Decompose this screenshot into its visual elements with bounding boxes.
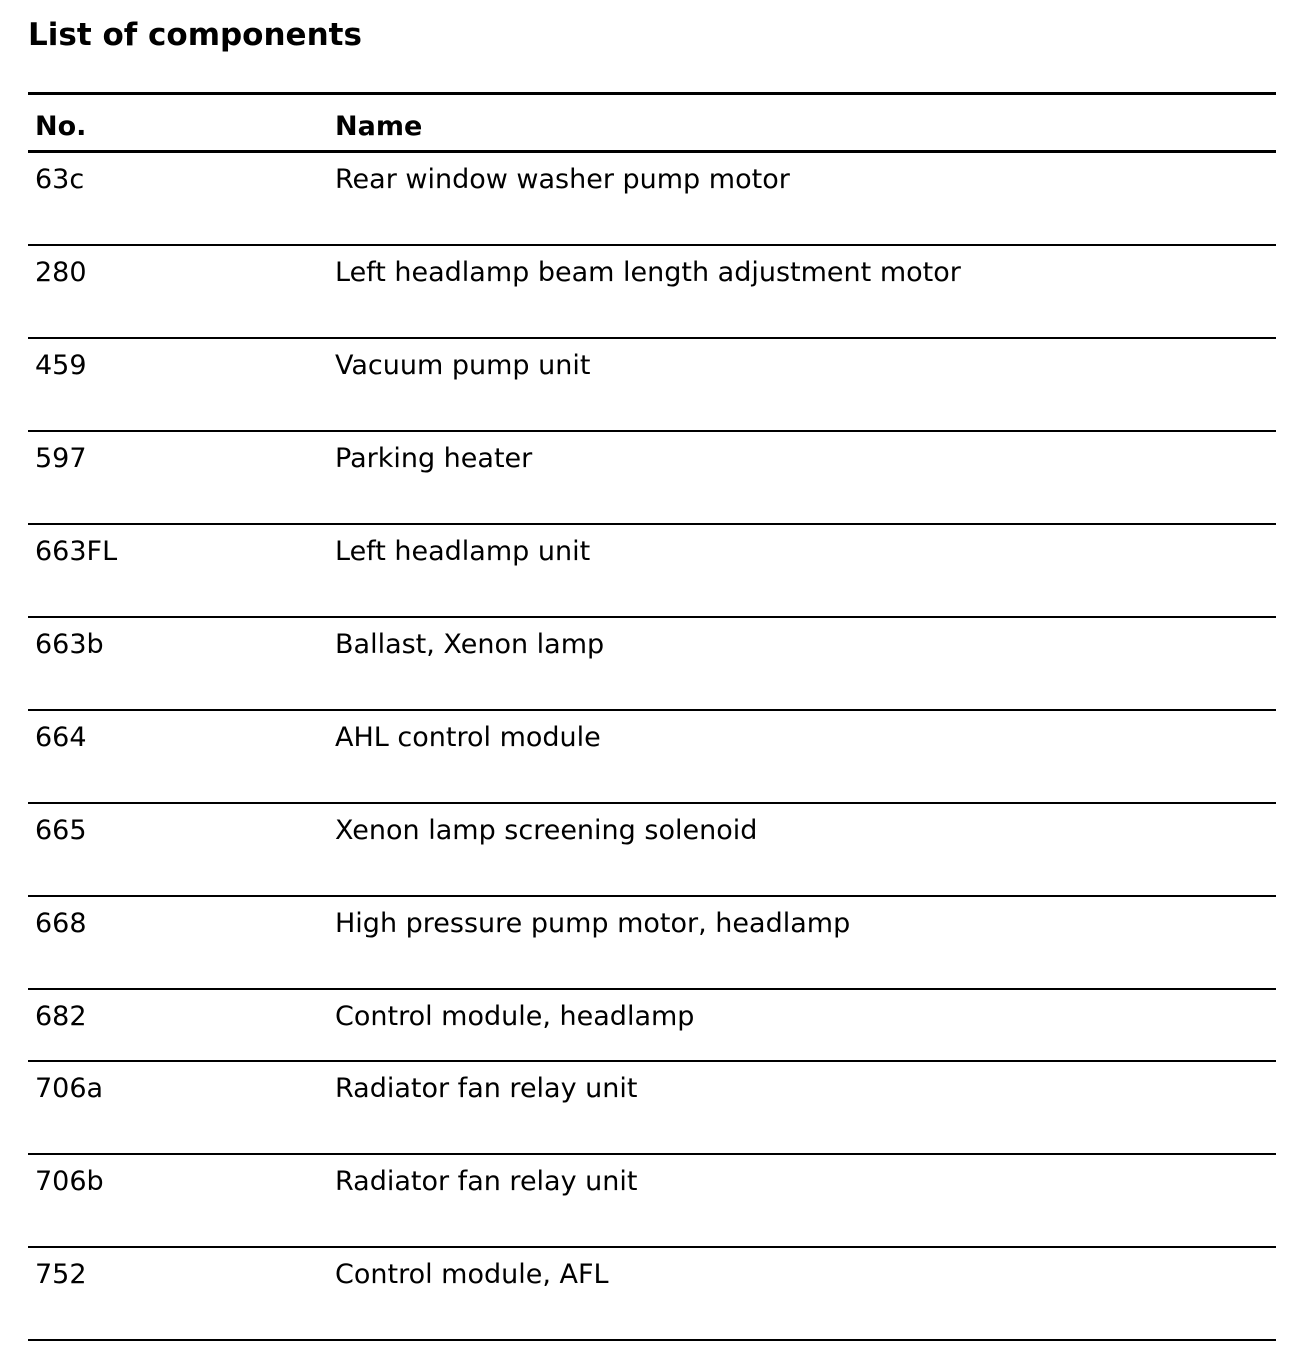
- component-name: Rear window washer pump motor: [335, 164, 790, 195]
- table-row: [28, 618, 1276, 711]
- component-number: 682: [35, 1001, 87, 1032]
- table-row: [28, 153, 1276, 246]
- component-number: 459: [35, 350, 87, 381]
- component-number: 706a: [35, 1073, 104, 1104]
- table-row: [28, 804, 1276, 897]
- component-name: AHL control module: [335, 722, 601, 753]
- table-row: [28, 711, 1276, 804]
- component-name: Left headlamp unit: [335, 536, 591, 567]
- component-name: Control module, AFL: [335, 1259, 609, 1290]
- page-title: List of components: [28, 17, 362, 53]
- component-name: Control module, headlamp: [335, 1001, 695, 1032]
- component-number: 663b: [35, 629, 104, 660]
- component-name: Radiator fan relay unit: [335, 1073, 638, 1104]
- component-number: 63c: [35, 164, 85, 195]
- component-number: 280: [35, 257, 87, 288]
- table-row: [28, 525, 1276, 618]
- column-header-no: No.: [35, 111, 87, 142]
- column-header-name: Name: [335, 111, 423, 142]
- table-row: [28, 339, 1276, 432]
- component-name: Xenon lamp screening solenoid: [335, 815, 758, 846]
- component-number: 706b: [35, 1166, 104, 1197]
- component-name: Vacuum pump unit: [335, 350, 591, 381]
- component-name: Ballast, Xenon lamp: [335, 629, 605, 660]
- component-name: Parking heater: [335, 443, 533, 474]
- table-row: [28, 990, 1276, 1062]
- component-number: 752: [35, 1259, 87, 1290]
- component-number: 597: [35, 443, 87, 474]
- table-row: [28, 246, 1276, 339]
- component-number: 665: [35, 815, 87, 846]
- component-name: Left headlamp beam length adjustment motor: [335, 257, 961, 288]
- table-row: [28, 1155, 1276, 1248]
- table-row: [28, 1248, 1276, 1341]
- table-row: [28, 897, 1276, 990]
- component-number: 663FL: [35, 536, 118, 567]
- components-table: [28, 92, 1276, 1341]
- component-number: 668: [35, 908, 87, 939]
- table-row: [28, 432, 1276, 525]
- component-name: Radiator fan relay unit: [335, 1166, 638, 1197]
- component-name: High pressure pump motor, headlamp: [335, 908, 851, 939]
- table-row: [28, 1062, 1276, 1155]
- component-number: 664: [35, 722, 87, 753]
- table-header-row: [28, 95, 1276, 153]
